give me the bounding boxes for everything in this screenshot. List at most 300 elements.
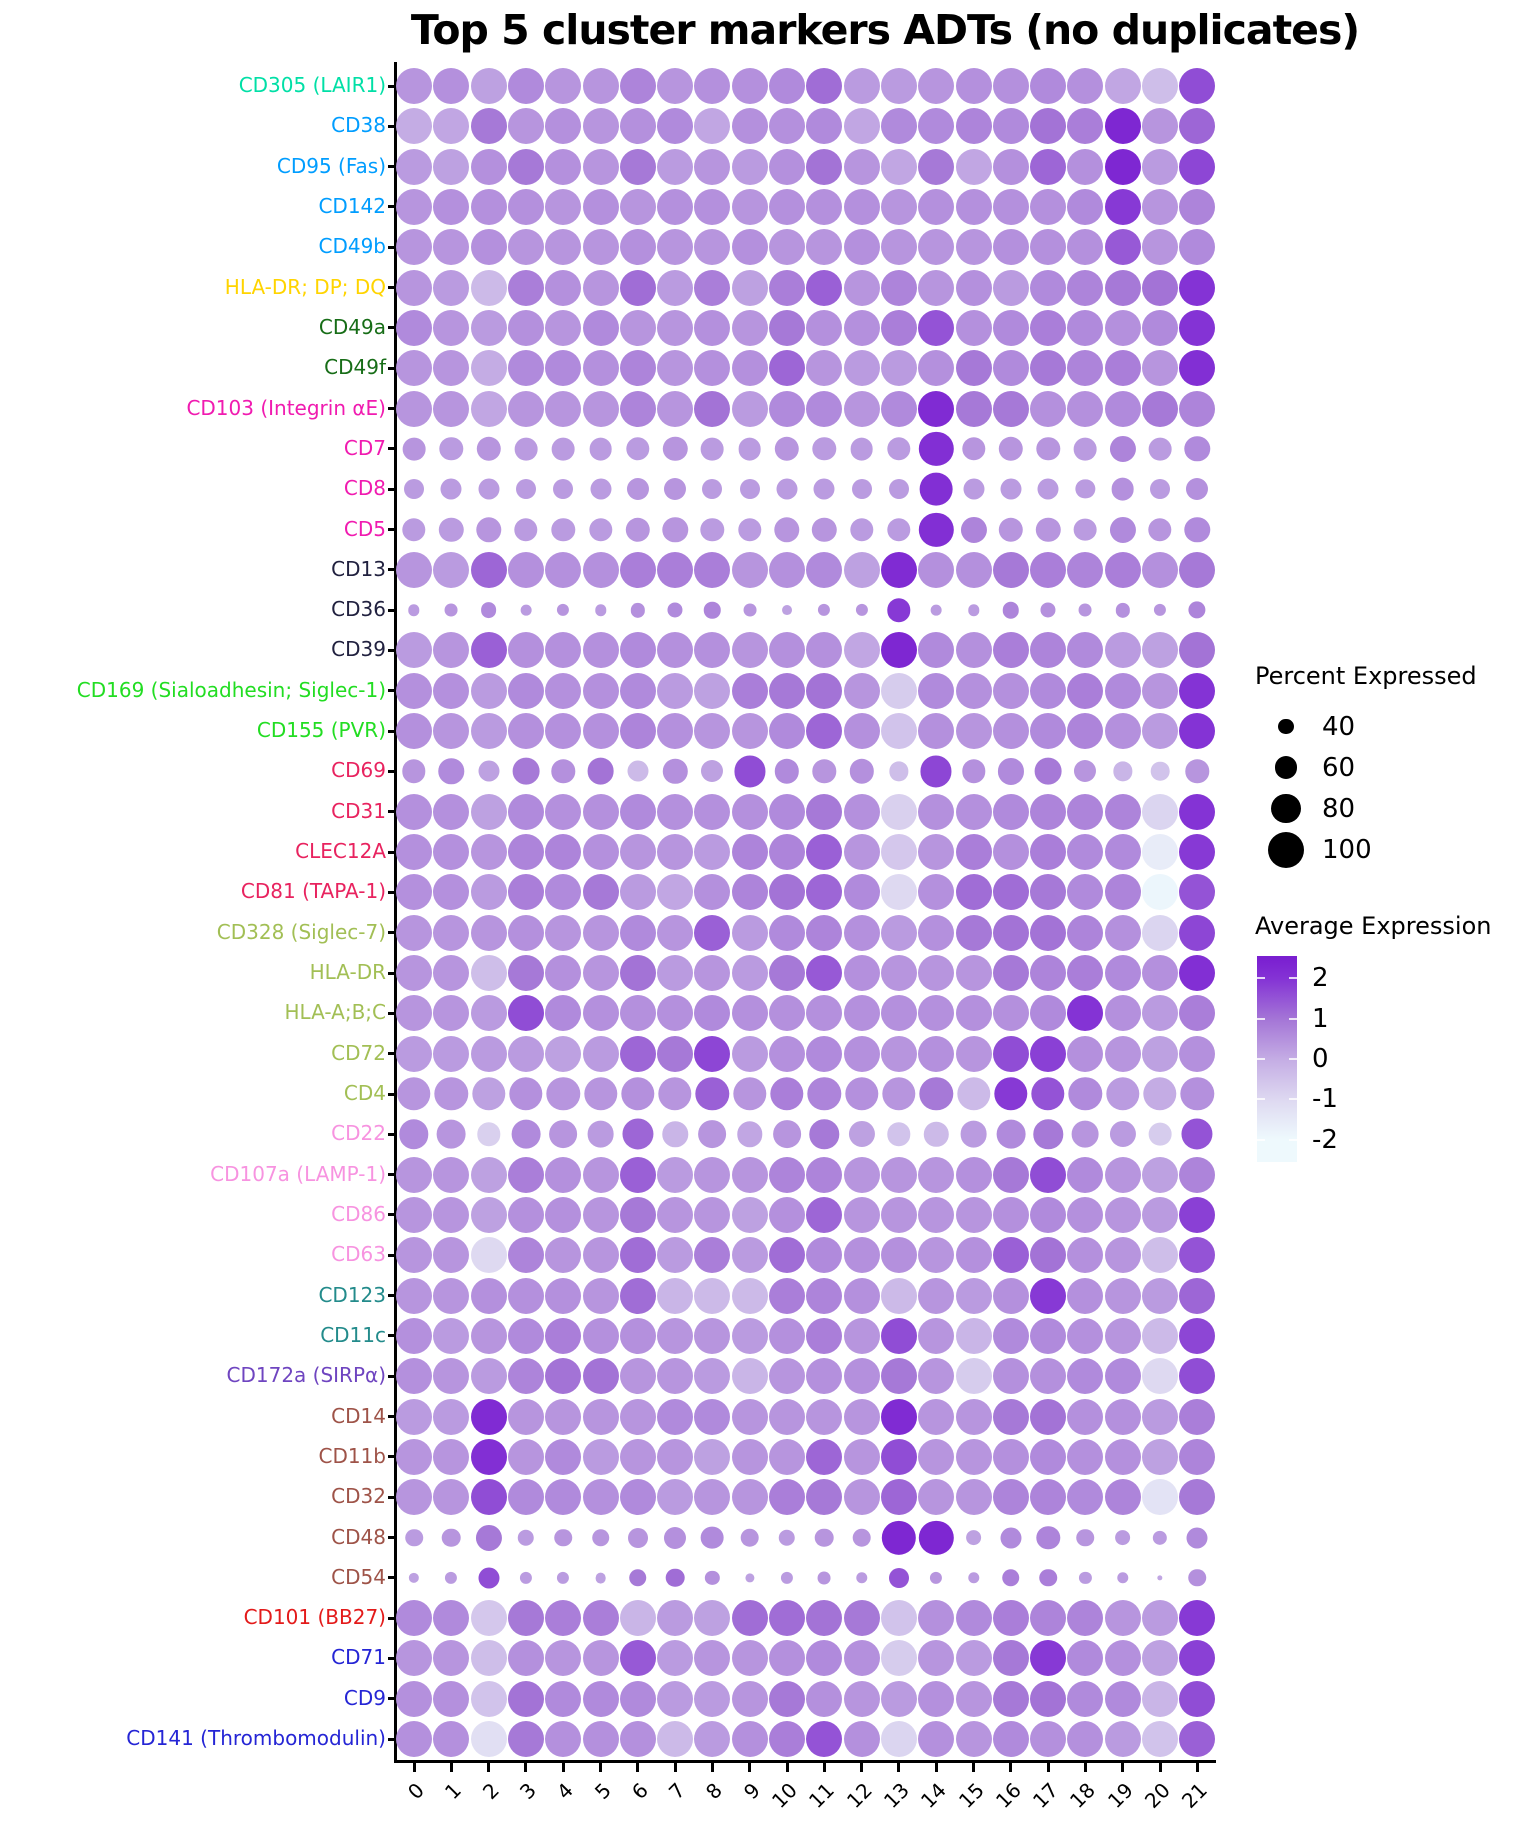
dot <box>508 1197 544 1233</box>
dot <box>403 438 426 461</box>
dot <box>993 229 1029 265</box>
x-tick <box>1196 1763 1199 1772</box>
dot <box>701 1526 724 1549</box>
dot <box>694 391 730 427</box>
dot <box>471 68 507 104</box>
dot <box>1179 108 1215 144</box>
dot <box>732 794 768 830</box>
dot <box>657 1318 693 1354</box>
x-label: 20 <box>1140 1778 1175 1813</box>
x-label: 14 <box>916 1778 952 1813</box>
dot <box>1179 834 1215 870</box>
dot <box>806 995 842 1031</box>
dot <box>844 955 880 991</box>
row-label: CD155 (PVR) <box>256 718 386 743</box>
x-tick <box>748 1763 751 1772</box>
dot <box>396 310 432 346</box>
x-label: 9 <box>738 1778 765 1804</box>
dot <box>993 1399 1029 1435</box>
dot <box>508 350 544 386</box>
dot <box>956 149 992 185</box>
dot <box>545 915 581 951</box>
dot <box>620 1600 656 1636</box>
dot <box>701 518 724 541</box>
dot <box>732 713 768 749</box>
dot <box>1142 1600 1178 1636</box>
dot <box>1179 955 1215 991</box>
dot <box>1105 270 1141 306</box>
dot <box>1179 68 1215 104</box>
dot <box>1067 1399 1103 1435</box>
dot <box>620 552 656 588</box>
dot <box>1179 1157 1215 1193</box>
dot <box>1067 1036 1103 1072</box>
size-legend-dot <box>1278 719 1294 735</box>
dot <box>993 713 1029 749</box>
dot <box>1142 552 1178 588</box>
dot <box>818 604 830 616</box>
dot <box>918 108 954 144</box>
dot <box>1179 673 1215 709</box>
dot <box>694 673 730 709</box>
dot <box>1179 632 1215 668</box>
dot <box>1030 391 1066 427</box>
dot <box>1030 1197 1066 1233</box>
dot <box>433 552 469 588</box>
dot <box>956 229 992 265</box>
dot <box>1030 955 1066 991</box>
dot <box>1030 1399 1066 1435</box>
dot <box>769 391 805 427</box>
dot <box>545 1358 581 1394</box>
dot <box>856 604 868 616</box>
dot <box>620 673 656 709</box>
dot <box>694 874 730 910</box>
row-label: CD49a <box>318 314 386 339</box>
dot <box>1067 391 1103 427</box>
dot <box>694 632 730 668</box>
dot <box>694 1600 730 1636</box>
dot <box>1030 1681 1066 1717</box>
dot <box>694 1197 730 1233</box>
y-tick <box>388 488 396 491</box>
dot <box>471 915 507 951</box>
dot <box>545 108 581 144</box>
dot <box>769 1318 805 1354</box>
dot <box>993 149 1029 185</box>
dot <box>1105 713 1141 749</box>
dot <box>918 552 954 588</box>
dot <box>806 1479 842 1515</box>
x-tick <box>524 1763 527 1772</box>
dot <box>1179 713 1215 749</box>
dot <box>583 673 619 709</box>
dot <box>620 310 656 346</box>
dot <box>1105 1278 1141 1314</box>
dot <box>1105 673 1141 709</box>
dot <box>918 955 954 991</box>
dot <box>620 1318 656 1354</box>
dot <box>514 518 537 541</box>
dot <box>589 438 612 461</box>
dot <box>745 1573 754 1582</box>
dot <box>1179 1278 1215 1314</box>
dot <box>545 673 581 709</box>
dot <box>694 149 730 185</box>
dot <box>445 1572 457 1584</box>
dot <box>694 1399 730 1435</box>
dot <box>1030 149 1066 185</box>
dot <box>743 604 756 617</box>
dot <box>545 713 581 749</box>
dot <box>1067 1681 1103 1717</box>
dot <box>918 391 954 427</box>
dot <box>657 794 693 830</box>
row-label: CD32 <box>331 1484 386 1509</box>
dot <box>583 1640 619 1676</box>
dot <box>583 229 619 265</box>
dot <box>918 632 954 668</box>
dot <box>1074 760 1096 782</box>
y-tick <box>388 810 396 813</box>
y-tick <box>388 1697 396 1700</box>
dot <box>1110 516 1136 542</box>
dot <box>583 834 619 870</box>
dot <box>1142 310 1178 346</box>
row-label: HLA-DR <box>309 960 386 985</box>
dot <box>1117 1572 1128 1583</box>
dot <box>405 1529 423 1547</box>
dot <box>471 1721 507 1757</box>
row-label: CD107a (LAMP-1) <box>210 1161 386 1186</box>
dot <box>881 1640 917 1676</box>
row-label: CD95 (Fas) <box>276 153 386 178</box>
x-label: 8 <box>701 1778 728 1804</box>
dot <box>956 1278 992 1314</box>
dot <box>620 834 656 870</box>
dot <box>1105 874 1141 910</box>
dot <box>694 552 730 588</box>
dot <box>844 229 880 265</box>
dot <box>962 437 985 460</box>
dot <box>508 1237 544 1273</box>
dot <box>433 673 469 709</box>
dot <box>844 149 880 185</box>
dot <box>918 995 954 1031</box>
dot <box>1110 1121 1136 1147</box>
dot <box>399 1120 428 1149</box>
dot <box>732 1640 768 1676</box>
dot <box>694 834 730 870</box>
dot <box>732 1157 768 1193</box>
dot <box>396 552 432 588</box>
x-label: 21 <box>1177 1778 1213 1813</box>
dot <box>396 915 432 951</box>
dot <box>620 68 656 104</box>
dot <box>471 189 507 225</box>
row-label: CD8 <box>343 476 386 501</box>
dot <box>657 552 693 588</box>
dot <box>732 1197 768 1233</box>
dot <box>1067 1278 1103 1314</box>
dot <box>881 915 917 951</box>
dot <box>471 713 507 749</box>
size-legend-title: Percent Expressed <box>1255 662 1477 690</box>
row-label: CD328 (Siglec-7) <box>216 919 386 944</box>
dot <box>1035 758 1062 785</box>
dot <box>999 517 1023 541</box>
dot <box>844 1721 880 1757</box>
dot <box>471 1237 507 1273</box>
dot <box>1072 1121 1099 1148</box>
dot <box>996 1120 1025 1149</box>
dot <box>1030 1721 1066 1757</box>
dot <box>620 350 656 386</box>
dot <box>396 149 432 185</box>
dot <box>1030 68 1066 104</box>
dot <box>662 1122 687 1147</box>
dot <box>1105 834 1141 870</box>
dot <box>956 1036 992 1072</box>
y-tick <box>388 1173 396 1176</box>
row-label: CD49b <box>318 234 386 259</box>
dot <box>508 1600 544 1636</box>
dot <box>1105 350 1141 386</box>
dot <box>545 229 581 265</box>
dot <box>545 189 581 225</box>
dot <box>657 149 693 185</box>
dot <box>471 1399 507 1435</box>
dot <box>694 310 730 346</box>
row-label: CD305 (LAIR1) <box>238 73 386 97</box>
dot <box>769 270 805 306</box>
dot <box>1038 479 1059 500</box>
dot <box>508 1721 544 1757</box>
dot <box>657 673 693 709</box>
dot <box>733 1077 766 1110</box>
dot <box>551 760 574 783</box>
dot <box>1067 1479 1103 1515</box>
dot <box>583 1157 619 1193</box>
dot <box>620 915 656 951</box>
dot <box>732 1439 768 1475</box>
dot <box>732 874 768 910</box>
row-label: CD101 (BB27) <box>243 1605 386 1630</box>
dot <box>1142 149 1178 185</box>
dot <box>1142 955 1178 991</box>
dot <box>1067 229 1103 265</box>
row-label: CD48 <box>331 1524 386 1549</box>
dot <box>1074 518 1097 541</box>
dot <box>620 1479 656 1515</box>
dot <box>433 1439 469 1475</box>
dot <box>850 438 873 461</box>
dot <box>433 1358 469 1394</box>
dot <box>881 270 917 306</box>
dot <box>1142 1318 1178 1354</box>
dot <box>433 1399 469 1435</box>
dot <box>396 68 432 104</box>
x-tick <box>599 1763 602 1772</box>
dot <box>433 391 469 427</box>
x-tick <box>1121 1763 1124 1772</box>
dot <box>620 1237 656 1273</box>
dot <box>844 68 880 104</box>
dot <box>732 552 768 588</box>
dot <box>620 955 656 991</box>
dot <box>1142 1479 1178 1515</box>
dot <box>657 632 693 668</box>
dot <box>918 68 954 104</box>
dot <box>1105 995 1141 1031</box>
dot <box>694 1358 730 1394</box>
dot <box>993 1237 1029 1273</box>
dot <box>1030 1600 1066 1636</box>
dot <box>732 350 768 386</box>
dot <box>919 1077 952 1110</box>
dot <box>1000 479 1021 500</box>
y-tick <box>388 609 396 612</box>
dot <box>1153 1530 1167 1544</box>
x-label: 0 <box>402 1778 429 1804</box>
dot <box>1179 1681 1215 1717</box>
dot <box>433 874 469 910</box>
dot <box>956 1237 992 1273</box>
dot <box>881 1278 917 1314</box>
dot <box>889 479 909 499</box>
dot <box>694 955 730 991</box>
dot <box>769 874 805 910</box>
color-legend-tick-label: 0 <box>1312 1044 1329 1074</box>
dot <box>705 1571 719 1585</box>
dot <box>508 632 544 668</box>
dot <box>844 1157 880 1193</box>
dot <box>545 1318 581 1354</box>
dot <box>433 1197 469 1233</box>
dot <box>471 1358 507 1394</box>
dot <box>889 1568 909 1588</box>
dot <box>1142 1358 1178 1394</box>
dot <box>810 1120 839 1149</box>
dot <box>583 1278 619 1314</box>
dot <box>471 1640 507 1676</box>
dot <box>769 1600 805 1636</box>
row-label: CD169 (Sialoadhesin; Siglec-1) <box>76 677 386 702</box>
dot <box>1105 1721 1141 1757</box>
row-label: CD11c <box>320 1322 386 1347</box>
dot <box>508 1036 544 1072</box>
dot <box>657 1157 693 1193</box>
dot <box>440 437 463 460</box>
dot <box>694 995 730 1031</box>
dot <box>1067 108 1103 144</box>
dot <box>1030 1237 1066 1273</box>
dot <box>881 673 917 709</box>
dot <box>445 604 458 617</box>
row-label: CD4 <box>343 1081 386 1105</box>
size-legend-entries <box>1262 706 1372 870</box>
dot <box>918 1318 954 1354</box>
dot <box>881 189 917 225</box>
dot <box>545 1197 581 1233</box>
dot <box>918 1640 954 1676</box>
dot <box>1187 1527 1208 1548</box>
dot <box>1067 552 1103 588</box>
dot <box>732 1721 768 1757</box>
dot <box>1186 760 1209 783</box>
y-tick <box>388 1133 396 1136</box>
dot <box>433 713 469 749</box>
dot <box>508 552 544 588</box>
x-tick <box>897 1763 900 1772</box>
dot <box>1179 1399 1215 1435</box>
dot <box>657 68 693 104</box>
dot <box>657 229 693 265</box>
dot <box>554 1529 572 1547</box>
dot <box>1067 713 1103 749</box>
dot <box>1105 108 1141 144</box>
dot <box>626 517 650 541</box>
dot <box>1142 1197 1178 1233</box>
y-tick <box>388 1254 396 1257</box>
dot <box>956 834 992 870</box>
dot <box>956 673 992 709</box>
dot <box>1157 1575 1162 1580</box>
dot <box>918 1399 954 1435</box>
dot <box>545 874 581 910</box>
dot <box>1030 1640 1066 1676</box>
dot <box>881 713 917 749</box>
dot <box>776 479 797 500</box>
y-tick <box>388 367 396 370</box>
x-tick <box>487 1763 490 1772</box>
dot <box>620 391 656 427</box>
y-tick <box>388 528 396 531</box>
dot <box>956 915 992 951</box>
dot <box>1179 1439 1215 1475</box>
row-label: CD71 <box>331 1645 386 1670</box>
dot <box>433 1318 469 1354</box>
dot <box>845 1077 878 1110</box>
y-tick <box>388 85 396 88</box>
dot <box>476 517 501 542</box>
dot <box>508 1318 544 1354</box>
dot <box>471 229 507 265</box>
dot <box>1030 713 1066 749</box>
dot <box>881 794 917 830</box>
dot <box>806 1157 842 1193</box>
dot <box>844 552 880 588</box>
dot <box>1067 915 1103 951</box>
dot <box>471 1197 507 1233</box>
dot <box>1030 229 1066 265</box>
dot <box>732 834 768 870</box>
dot <box>595 604 606 615</box>
dot <box>433 1036 469 1072</box>
dot <box>397 1077 430 1110</box>
dot <box>956 350 992 386</box>
dot <box>769 673 805 709</box>
dot <box>806 1358 842 1394</box>
x-label: 10 <box>767 1778 802 1813</box>
dot <box>1067 1358 1103 1394</box>
dot <box>620 1681 656 1717</box>
dot <box>738 438 761 461</box>
x-tick <box>1159 1763 1162 1772</box>
dot <box>918 1197 954 1233</box>
dot <box>918 1439 954 1475</box>
dot <box>1179 1036 1215 1072</box>
